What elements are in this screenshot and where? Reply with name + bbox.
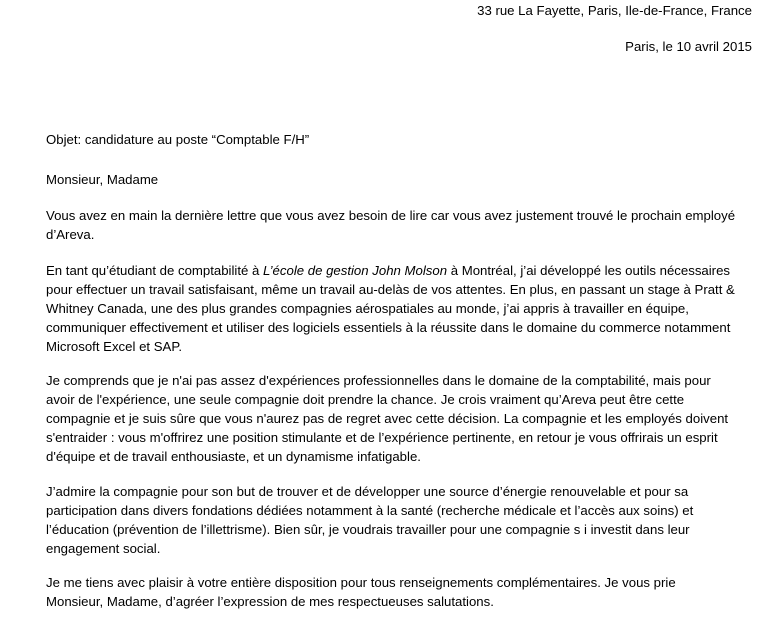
paragraph-3 — [46, 371, 736, 466]
date-line: Paris, le 10 avril 2015 — [625, 39, 752, 54]
paragraph-3-text: Je comprends que je n'ai pas assez d'expériences professionnelles dans le domaine de la comptabilité, mais pour avoir de l'expérience, une seule compagnie doit prendre la chance. Je crois vraiment qu’Areva peut être cette compagnie et je suis sûre que vous n'aurez pas de regret avec cette décision. La compagnie et les employés doivent s'entraider : vous m'offrirez une position stimulante et de l’expérience pertinente, en retour je vous offrirais un esprit d'équipe et de travail enthousiaste, et un dynamisme infatigable. — [46, 373, 729, 464]
paragraph-5-text: Je me tiens avec plaisir à votre entière disposition pour tous renseignements complémentaires. Je vous prie Monsieur, Madame, d’agréer l’expression de mes respectueuses salutations. — [46, 575, 676, 609]
paragraph-2-text — [46, 261, 736, 356]
paragraph-1-text: Vous avez en main la dernière lettre que vous avez besoin de lire car vous avez justement trouvé le prochain employé d’Areva. — [46, 208, 736, 242]
paragraph-4 — [46, 482, 736, 558]
object-line: Objet: candidature au poste “Comptable F/H” — [46, 132, 310, 147]
paragraph-2-post: à Montréal, j’ai développé les outils nécessaires pour effectuer un travail satisfaisant, même un travail au-delàs de vos attentes. En plus, en passant un stage à Pratt & Whitney Canada, une des plus grandes compagnies aérospatiales au monde, j’ai appris à travailler en équipe, communiquer effectivement et utiliser des logiciels essentiels à la réussite dans le domaine du commerce notamment Microsoft Excel et SAP. — [46, 263, 735, 354]
paragraph-1 — [46, 206, 736, 244]
school-name: L’école de gestion John Molson — [263, 263, 448, 278]
paragraph-5 — [46, 573, 736, 611]
letter-object — [46, 130, 736, 149]
salutation-line: Monsieur, Madame — [46, 172, 159, 187]
paragraph-4-text: J’admire la compagnie pour son but de trouver et de développer une source d’énergie renouvelable et pour sa participation dans divers fondations dédiées notamment à la santé (recherche médicale et l’accès aux soins) et l’éducation (prévention de l’illettrisme). Bien sûr, je voudrais travailler pour une compagnie s i investit dans leur engagement social. — [46, 484, 694, 556]
sender-address: 33 rue La Fayette, Paris, Ile-de-France, France — [477, 3, 752, 18]
letter-salutation — [46, 170, 736, 189]
paragraph-2 — [46, 261, 736, 356]
paragraph-2-pre: En tant qu’étudiant de comptabilité à — [46, 263, 264, 278]
